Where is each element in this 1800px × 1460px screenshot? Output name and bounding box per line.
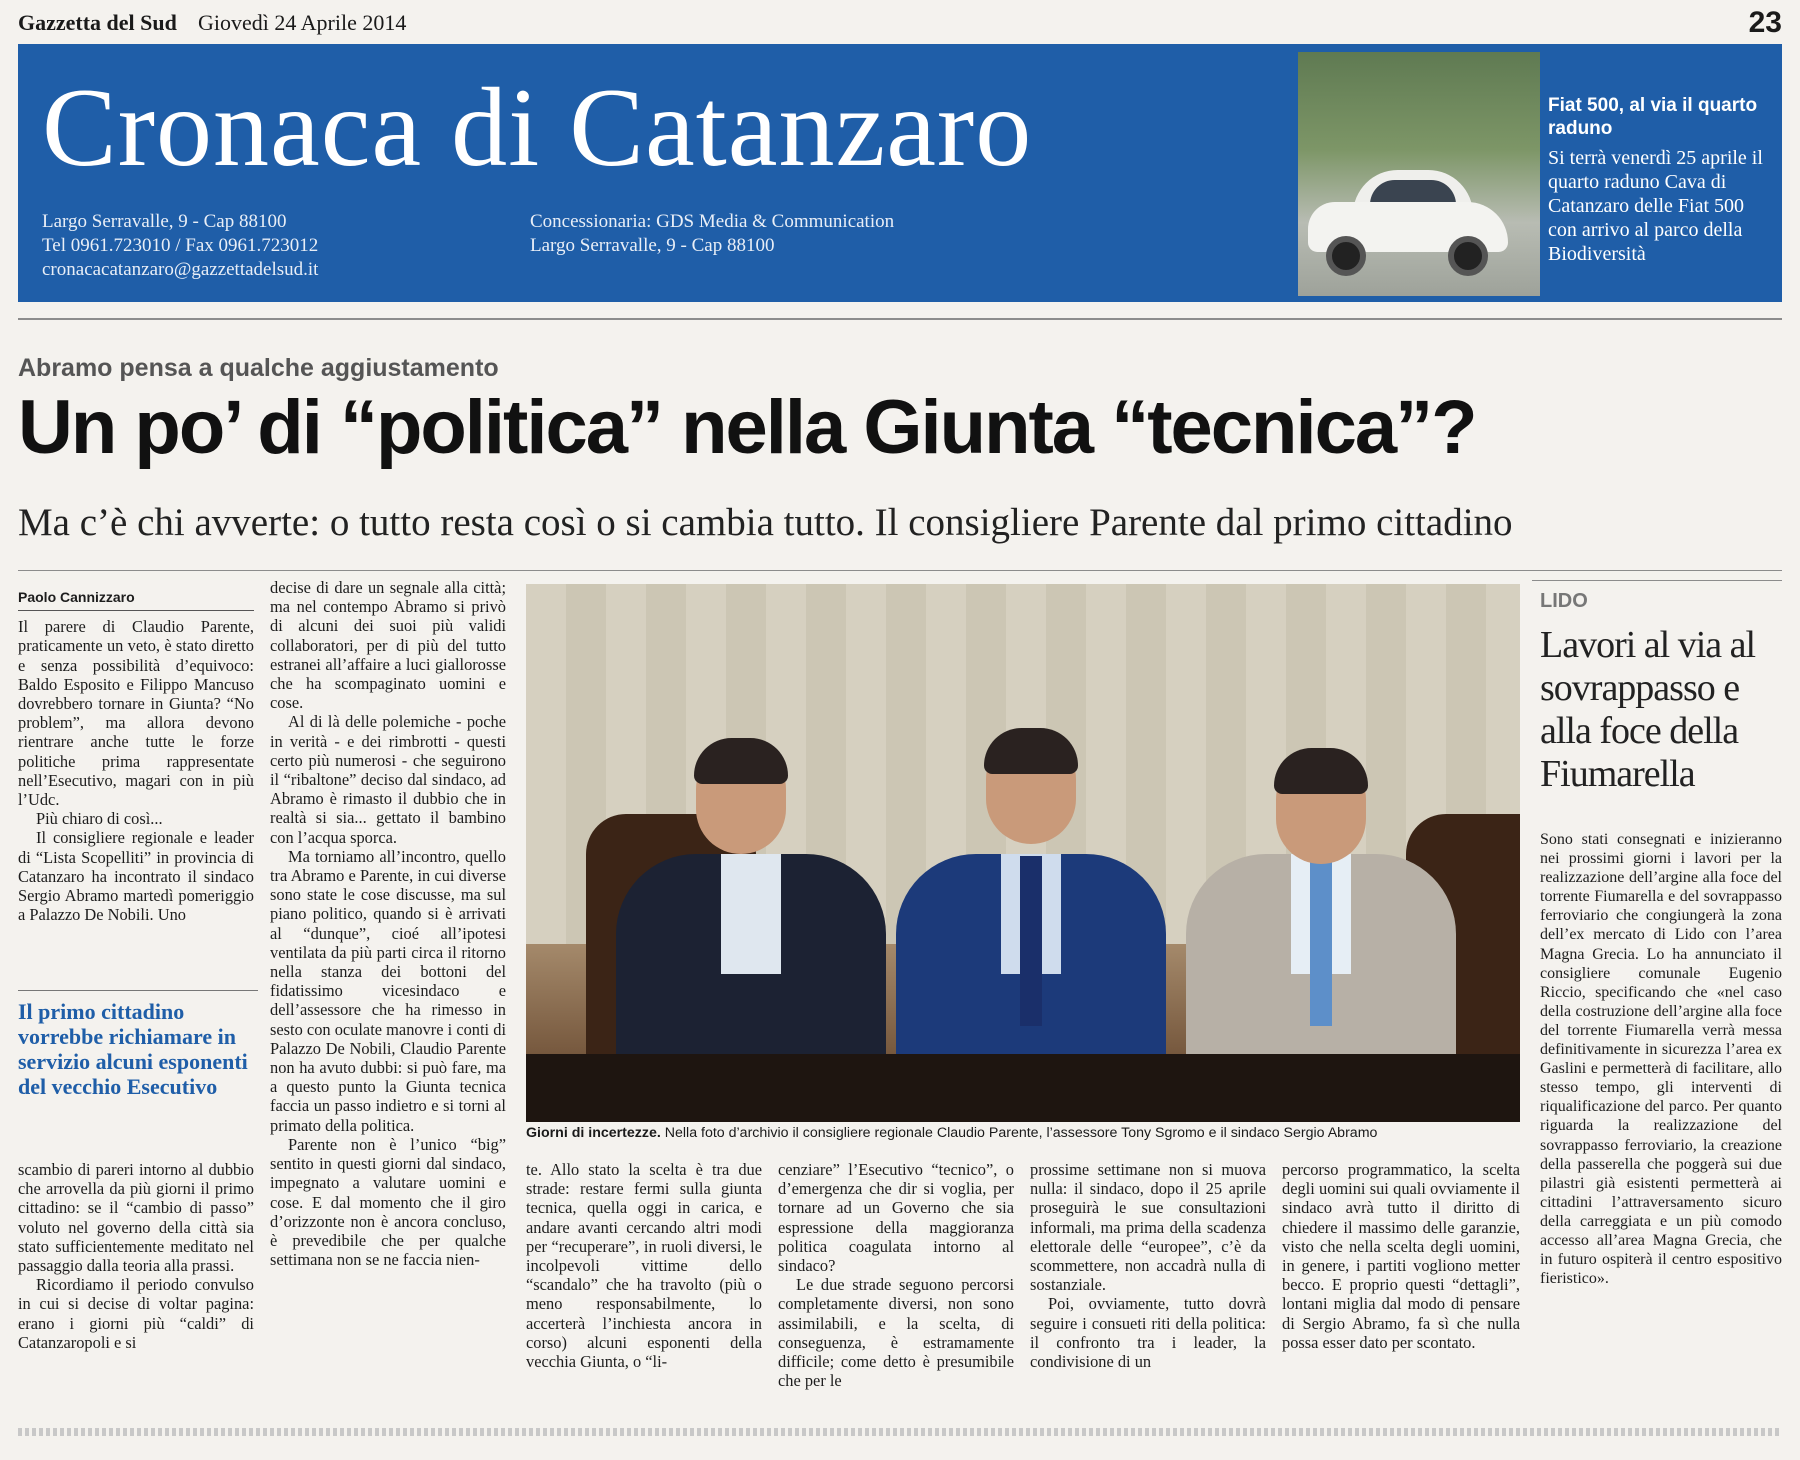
paragraph: Più chiaro di così... — [36, 809, 163, 829]
banner-news-box — [1548, 52, 1776, 296]
divider — [18, 318, 1782, 320]
banner-news-text: Si terrà venerdì 25 aprile il quarto raduno Cava di Catanzaro delle Fiat 500 con arrivo al parco della Biodiversità — [1548, 147, 1763, 265]
paragraph: Sono stati consegnati e inizieranno nei prossimi giorni i lavori per la realizzazione dell’argine alla foce del torrente Fiumarella e del sovrappasso ferroviario che congiungerà la zona dell’ex mercato di Lido con l’area Magna Grecia. Lo ha annunciato il consigliere comunale Eugenio Riccio, specificando che «nel caso della costruzione dell’argine alla foce del torrente Fiumarella verrà messa definitivamente in sicurezza l’area ex Gaslini e permetterà di facilitare, allo stesso tempo, gli interventi di riqualificazione del parco. Per quanto riguarda la realizzazione del sovrappasso ferroviario, la creazione della passerella che poggerà sui due pilastri già esistenti permetterà ai cittadini l’attraversamento sicuro della carreggiata e un più comodo accesso all’area Magna Grecia, che in futuro ospiterà il centro espositivo fieristico». — [1540, 831, 1782, 1288]
paragraph: Parente non è l’unico “big” sentito in questi giorni dal sindaco, impegnato a valutare uomini e cose. E dal momento che il giro d’orizzonte non è ancora concluso, è prevedibile che per qualche settimana non se ne faccia nien- — [270, 1134, 506, 1270]
pull-quote: Il primo cittadino vorrebbe richiamare in servizio alcuni esponenti del vecchio Esecutivo — [18, 990, 258, 1099]
paragraph: decise di dare un segnale alla città; ma nel contempo Abramo si privò di alcuni dei suoi più validi collaboratori, per di più del tutto estranei all’affaire a luci giallorosse che ha scompaginato uomini e cose. — [270, 578, 506, 713]
concession-line: Concessionaria: GDS Media & Communication — [530, 211, 895, 232]
caption-lead: Giorni di incertezze. — [526, 1125, 661, 1141]
divider — [18, 570, 1782, 571]
article-column-1 — [18, 588, 254, 924]
main-photo — [526, 584, 1520, 1122]
caption-text: Nella foto d’archivio il consigliere regionale Claudio Parente, l’assessore Tony Sgromo e il sindaco Sergio Abramo — [660, 1125, 1378, 1141]
paragraph: cenziare” l’Esecutivo “tecnico”, o d’emergenza che dir si voglia, per tornare ad un Governo che sia espressione della maggioranza politica coagulata intorno al sindaco? — [778, 1160, 1014, 1276]
article-column-3 — [526, 1160, 762, 1371]
sidebar-text — [1540, 830, 1782, 1288]
issue-date: Giovedì 24 Aprile 2014 — [198, 10, 407, 35]
masthead-line — [18, 6, 1782, 40]
section-banner — [18, 44, 1782, 302]
article-column-5 — [1030, 1160, 1266, 1371]
article-headline: Un po’ di “politica” nella Giunta “tecnica”? — [18, 385, 1476, 470]
article-column-6 — [1282, 1160, 1520, 1352]
photo-caption — [526, 1124, 1520, 1142]
paragraph: Poi, ovviamente, tutto dovrà seguire i consueti riti della politica: il confronto tra i leader, la condivisione di un — [1030, 1294, 1266, 1372]
section-title: Cronaca di Catanzaro — [42, 66, 1033, 190]
car-illustration — [1308, 162, 1508, 272]
fiat500-photo — [1298, 52, 1540, 296]
paragraph: te. Allo stato la scelta è tra due strade: restare fermi sulla giunta tecnica, quella oggi in carica, e andare avanti cercando altri modi per “recuperare”, in ruoli diversi, le incolpevoli vittime dello “scandalo” che ha travolto (più o meno responsabilmente, lo accerterà l’inchiesta ancora in corso) alcuni esponenti della vecchia Giunta, o “li- — [526, 1160, 762, 1372]
paragraph: scambio di pareri intorno al dubbio che arrovella da più giorni il primo cittadino: se il “cambio di passo” voluto nel governo della città sia stato sufficientemente meditato nel passaggio dalla teoria alla prassi. — [18, 1160, 254, 1276]
page-footer-rule — [18, 1428, 1782, 1436]
paragraph: percorso programmatico, la scelta degli uomini sui quali ovviamente il sindaco avrà tutto il diritto di chiedere il massimo delle garanzie, visto che nella scelta degli uomini, in genere, i partiti vogliono metter becco. E proprio questi “dettagli”, lontani miglia dal modo di pensare di Sergio Abramo, fa sì che nulla possa esser dato per scontato. — [1282, 1160, 1520, 1352]
phone-line: Tel 0961.723010 / Fax 0961.723012 — [42, 235, 319, 256]
article-column-2 — [270, 578, 506, 1269]
paragraph: Ricordiamo il periodo convulso in cui si decise di voltar pagina: erano i giorni più “caldi” di Catanzaropoli e si — [18, 1275, 254, 1352]
newspaper-name: Gazzetta del Sud — [18, 10, 177, 35]
editorial-address — [42, 210, 318, 282]
paragraph: prossime settimane non si muova nulla: il sindaco, dopo il 25 aprile proseguirà le sue consultazioni informali, ma prima della scadenza elettorale delle “europee”, c’è da scommettere, non accadrà nulla di sostanziale. — [1030, 1160, 1266, 1295]
article-column-1b — [18, 1160, 254, 1352]
sidebar-kicker: LIDO — [1540, 590, 1588, 612]
email-line: cronacacatanzaro@gazzettadelsud.it — [42, 259, 319, 280]
byline: Paolo Cannizzaro — [18, 588, 254, 611]
concession-info — [530, 210, 894, 258]
article-subhead: Ma c’è chi avverte: o tutto resta così o si cambia tutto. Il consigliere Parente dal primo cittadino — [18, 501, 1513, 544]
paragraph: Il consigliere regionale e leader di “Lista Scopelliti” in provincia di Catanzaro ha incontrato il sindaco Sergio Abramo martedì pomeriggio a Palazzo De Nobili. Uno — [18, 828, 254, 925]
concession-address: Largo Serravalle, 9 - Cap 88100 — [530, 235, 775, 256]
paragraph: Il parere di Claudio Parente, praticamente un veto, è stato diretto e senza possibilità d’equivoco: Baldo Esposito e Filippo Mancuso dovrebbero tornare in Giunta? “No problem”, ma allora devono rientrare anche tutte le forze politiche prima rappresentate nell’Esecutivo, magari con in più l’Udc. — [18, 617, 254, 810]
article-column-4 — [778, 1160, 1014, 1390]
paragraph: Al di là delle polemiche - poche in verità - e dei rimbrotti - questi certo più numerosi - che seguirono il “ribaltone” deciso dal sindaco, ad Abramo è rimasto il dubbio che in realtà si sia... gettato il bambino con l’acqua sporca. — [270, 712, 506, 847]
sidebar-divider — [1532, 580, 1782, 581]
paragraph: Ma torniamo all’incontro, quello tra Abramo e Parente, in cui diverse sono state le cose discusse, ma sul piano politico, quando si è arrivati al “dunque”, cioé all’ipotesi ventilata da più parti circa il ritorno nella stanza dei bottoni del fidatissimo vicesindaco e dell’assessore che ha rimesso in sesto con oculate manovre i conti di Palazzo De Nobili, Claudio Parente non ha avuto dubbi: si può fare, ma a questo punto la Giunta tecnica faccia un passo indietro e si torni al primato della politica. — [270, 846, 506, 1135]
article-kicker: Abramo pensa a qualche aggiustamento — [18, 354, 499, 382]
banner-news-title: Fiat 500, al via il quarto raduno — [1548, 95, 1758, 139]
page-number: 23 — [1748, 6, 1782, 39]
sidebar-title: Lavori al via al sovrappasso e alla foce della Fiumarella — [1540, 624, 1756, 795]
address-line: Largo Serravalle, 9 - Cap 88100 — [42, 211, 287, 232]
paragraph: Le due strade seguono percorsi completamente diversi, non sono assimilabili, e la scelta, di conseguenza, è estramamente difficile; come detto è presumibile che per le — [778, 1275, 1014, 1391]
